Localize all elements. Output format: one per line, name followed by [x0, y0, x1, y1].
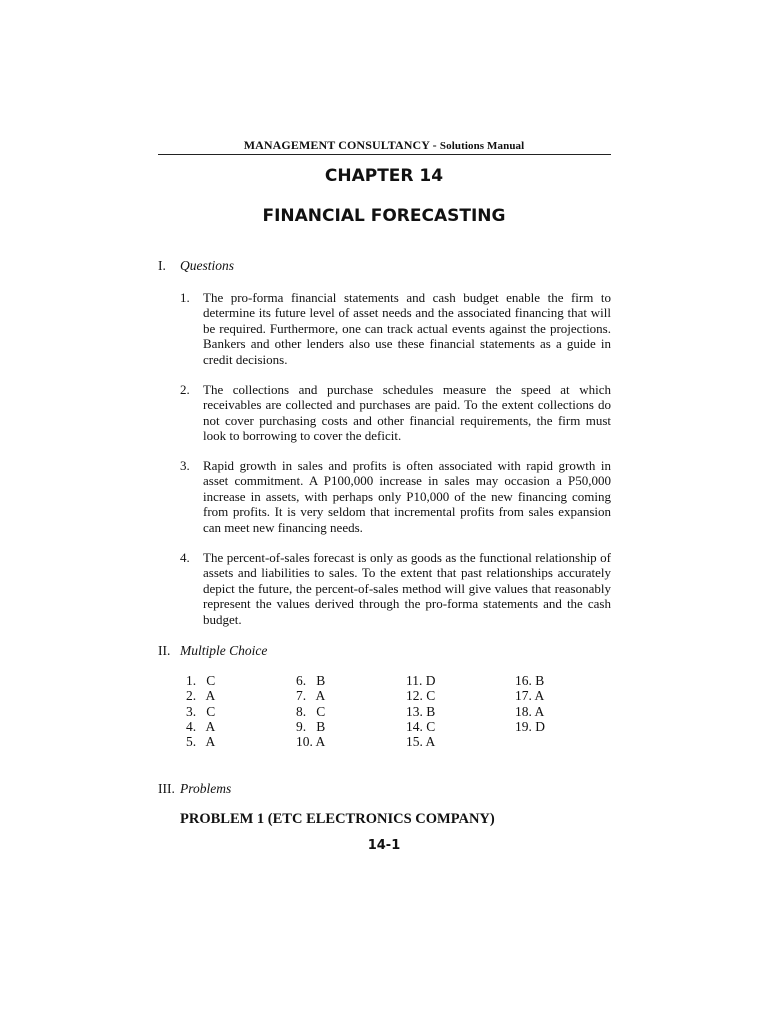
- answer-entry: 19. D: [515, 718, 545, 734]
- answer-entry: 2. A: [186, 688, 216, 704]
- question-text: The collections and purchase schedules measure the speed at which receivables are collected and purchases are paid. To the extent collections do not cover purchasing costs and other financial requirements, the firm must look to borrowing to cover the deficit.: [203, 382, 611, 444]
- section-numeral: II.: [158, 643, 171, 658]
- running-header: [158, 138, 610, 153]
- section-multiple-choice-heading: [158, 643, 267, 659]
- chapter-number: CHAPTER 14: [324, 166, 444, 186]
- answer-entry: 6. B: [296, 673, 326, 688]
- answer-entry: 9. B: [296, 718, 326, 734]
- answer-column-3: [406, 673, 436, 749]
- running-header-title: MANAGEMENT CONSULTANCY -: [243, 138, 440, 152]
- answer-entry: 13. B: [406, 703, 436, 719]
- answer-entry: 8. C: [296, 703, 326, 719]
- section-problems-heading: [158, 781, 231, 797]
- section-numeral: I.: [158, 258, 166, 273]
- question-number: 3.: [180, 458, 190, 473]
- question-number: 4.: [180, 550, 190, 565]
- running-header-subtitle: Solutions Manual: [439, 140, 525, 152]
- answer-column-1: [186, 673, 215, 749]
- answer-entry: 11. D: [406, 673, 436, 688]
- section-numeral: III.: [158, 781, 175, 796]
- answer-entry: 1. C: [186, 673, 216, 688]
- answer-entry: 15. A: [406, 734, 436, 750]
- section-title: Multiple Choice: [180, 643, 268, 658]
- question-text: The percent-of-sales forecast is only as goods as the functional relationship of assets and liabilities to sales. To the extent that past relationships accurately depict the future, the percent-of-sales method will give values that reasonably represent the values derived through the pro-forma statements and the cash budget.: [203, 550, 611, 627]
- answer-entry: 5. A: [186, 734, 216, 750]
- answer-entry: 4. A: [186, 718, 216, 734]
- answer-entry: 7. A: [296, 688, 326, 704]
- chapter-title: FINANCIAL FORECASTING: [262, 206, 506, 226]
- question-number: 2.: [180, 382, 190, 397]
- answer-entry: 16. B: [515, 673, 545, 688]
- answer-entry: 10. A: [296, 734, 326, 750]
- answer-column-2: [296, 673, 325, 749]
- answer-entry: 17. A: [515, 688, 545, 704]
- page-number: 14-1: [367, 838, 401, 853]
- section-questions-heading: [158, 258, 234, 274]
- answer-entry: 18. A: [515, 703, 545, 719]
- section-title: Questions: [180, 258, 234, 273]
- answer-entry: 12. C: [406, 688, 436, 704]
- answer-entry: 3. C: [186, 703, 216, 719]
- question-number: 1.: [180, 290, 190, 305]
- question-text: Rapid growth in sales and profits is often associated with rapid growth in asset commitment. A P100,000 increase in sales may occasion a P50,000 increase in assets, with perhaps only P10,000 of the new financing coming from profits. It is very seldom that incremental profits from sales expansion can meet new financing needs.: [203, 458, 611, 535]
- answer-entry: 14. C: [406, 718, 436, 734]
- answer-column-4: [515, 673, 545, 734]
- section-title: Problems: [180, 781, 232, 796]
- problem-title: PROBLEM 1 (ETC ELECTRONICS COMPANY): [180, 811, 495, 827]
- header-divider: [158, 154, 611, 155]
- question-text: The pro-forma financial statements and cash budget enable the firm to determine its future level of asset needs and the associated financing that will be required. Furthermore, one can track actual events against the projections. Bankers and other lenders also use these financial statements as a guide in credit decisions.: [203, 290, 611, 367]
